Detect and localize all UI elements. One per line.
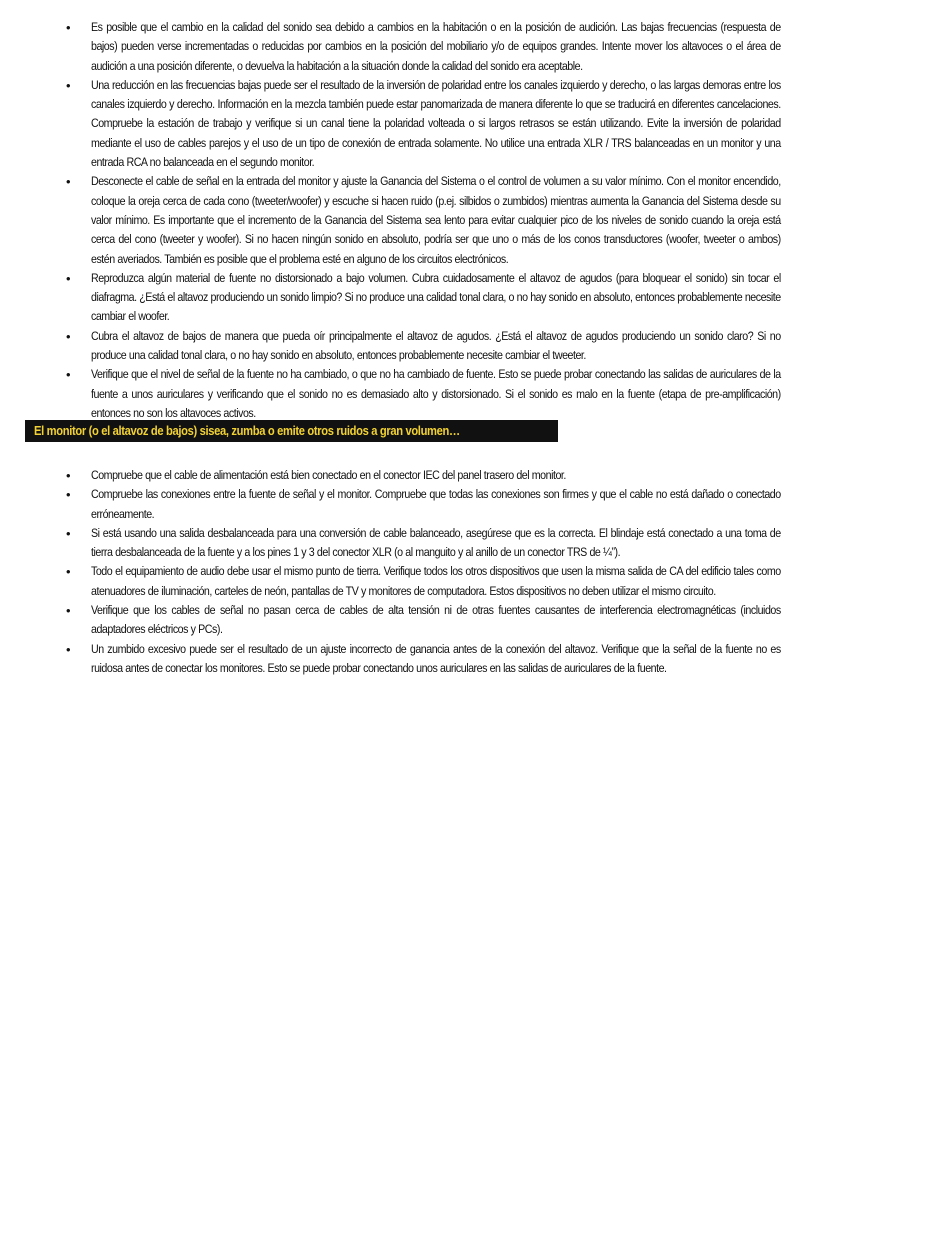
list-item	[13, 524, 830, 563]
list-item	[13, 18, 830, 76]
bullet-icon: •	[66, 270, 71, 286]
list-item	[13, 269, 830, 327]
bullet-icon: •	[66, 174, 71, 190]
bullet-icon: •	[66, 468, 71, 483]
bullet-icon: •	[66, 77, 71, 93]
list-item-text: Es posible que el cambio en la calidad del sonido sea debido a cambios en la habitación o en la posición de audición. Las bajas frecuencias (respuesta de bajos) pueden verse incrementadas o reducidas por cambios en la posición del mobiliario y/o de equipos grandes. Intente mover los altavoces o el área de audición a una posición diferente, o devuelva la habitación a la situación donde la calidad del sonido era aceptable.	[91, 20, 781, 73]
list-item-text: Si está usando una salida desbalanceada para una conversión de cable balanceado, asegúrese que es la correcta. El blindaje está conectado a una toma de tierra desbalanceada de la fuente y a los pines 1 y 3 del conector XLR (o al manguito y al anillo de un conector TRS de ¼”).	[91, 525, 781, 560]
list-item	[13, 365, 830, 423]
bullet-icon: •	[66, 564, 71, 580]
bullet-icon: •	[66, 487, 71, 503]
bullet-icon: •	[66, 367, 71, 383]
list-item-text: Una reducción en las frecuencias bajas puede ser el resultado de la inversión de polaridad entre los canales izquierdo y derecho, o las largas demoras entre los canales izquierdo y derecho. Información en la mezcla también puede estar panomarizada de manera diferente lo que se traducirá en diferentes cancelaciones. Compruebe la estación de trabajo y verifique si un canal tiene la polaridad volteada o si largos retrasos se están utilizando. Evite la inversión de polaridad mediante el uso de cables parejos y el uso de un tipo de conexión de entrada solamente. No utilice una entrada XLR / TRS balanceadas en un monitor y una entrada RCA no balanceada en el segundo monitor.	[91, 77, 781, 170]
bullet-icon: •	[66, 525, 71, 541]
list-item	[13, 601, 830, 640]
list-item	[13, 466, 830, 485]
list-item-text: Verifique que los cables de señal no pasan cerca de cables de alta tensión ni de otras fuentes causantes de interferencia electromagnéticas (incluidos adaptadores eléctricos y PCs).	[91, 603, 781, 637]
list-item	[13, 640, 830, 679]
bullet-icon: •	[66, 641, 71, 657]
list-item-text: Compruebe que el cable de alimentación está bien conectado en el conector IEC del panel trasero del monitor.	[91, 468, 566, 482]
bullet-list-troubleshooting-noise	[0, 466, 950, 678]
bullet-icon: •	[66, 328, 71, 344]
list-item-text: Todo el equipamiento de audio debe usar el mismo punto de tierra. Verifique todos los otros dispositivos que usen la misma salida de CA del edificio tales como atenuadores de iluminación, carteles de neón, pantallas de TV y monitores de computadora. Estos dispositivos no deben utilizar el mismo circuito.	[91, 564, 781, 598]
list-item	[13, 485, 830, 524]
bullet-icon: •	[66, 20, 71, 35]
bullet-list-troubleshooting-sound-quality	[0, 18, 950, 423]
list-item-text: Desconecte el cable de señal en la entrada del monitor y ajuste la Ganancia del Sistema o el control de volumen a su valor mínimo. Con el monitor encendido, coloque la oreja cerca de cada cono (tweeter/woofer) y escuche si hacen ruido (p.ej. silbidos o zumbidos) mientras aumenta la Ganancia del Sistema desde su valor mínimo. Es importante que el incremento de la Ganancia del Sistema sea lento para evitar cualquier pico de los niveles de sonido cuando la oreja está cerca del cono (tweeter y woofer). Si no hacen ningún sonido en absoluto, podría ser que uno o más de los conos transductores (woofer, tweeter o ambos) estén averiados. También es posible que el problema esté en alguno de los circuitos electrónicos.	[91, 174, 781, 266]
list-item-text: Verifique que el nivel de señal de la fuente no ha cambiado, o que no ha cambiado de fuente. Esto se puede probar conectando las salidas de auriculares de la fuente a unos auriculares y verificando que el sonido no es demasiado alto y distorsionado. Si el sonido es malo en la fuente (etapa de pre-amplificación) entonces no son los altavoces activos.	[91, 367, 781, 420]
section-heading-text: El monitor (o el altavoz de bajos) sisea, zumba o emite otros ruidos a gran volumen…	[34, 423, 460, 438]
list-item	[13, 327, 830, 366]
list-item	[13, 76, 830, 172]
list-item-text: Reproduzca algún material de fuente no distorsionado a bajo volumen. Cubra cuidadosamente el altavoz de agudos (para bloquear el sonido) sin tocar el diafragma. ¿Está el altavoz produciendo un sonido limpio? Si no produce una calidad tonal clara, o no hay sonido en absoluto, entonces probablemente necesite cambiar el woofer.	[91, 270, 781, 324]
list-item	[13, 172, 830, 268]
list-item	[13, 562, 830, 601]
list-item-text: Compruebe las conexiones entre la fuente de señal y el monitor. Compruebe que todas las conexiones son firmes y que el cable no está dañado o conectado erróneamente.	[91, 487, 781, 521]
bullet-icon: •	[66, 603, 71, 619]
list-item-text: Cubra el altavoz de bajos de manera que pueda oír principalmente el altavoz de agudos. ¿Está el altavoz de agudos produciendo un sonido claro? Si no produce una calidad tonal clara, o no hay sonido en absoluto, entonces probablemente necesite cambiar el tweeter.	[91, 328, 781, 363]
list-item-text: Un zumbido excesivo puede ser el resultado de un ajuste incorrecto de ganancia antes de la conexión del altavoz. Verifique que la señal de la fuente no es ruidosa antes de conectar los monitores. Esto se puede probar conectando unos auriculares en las salidas de auriculares de la fuente.	[91, 641, 781, 675]
section-heading-banner	[25, 420, 558, 442]
